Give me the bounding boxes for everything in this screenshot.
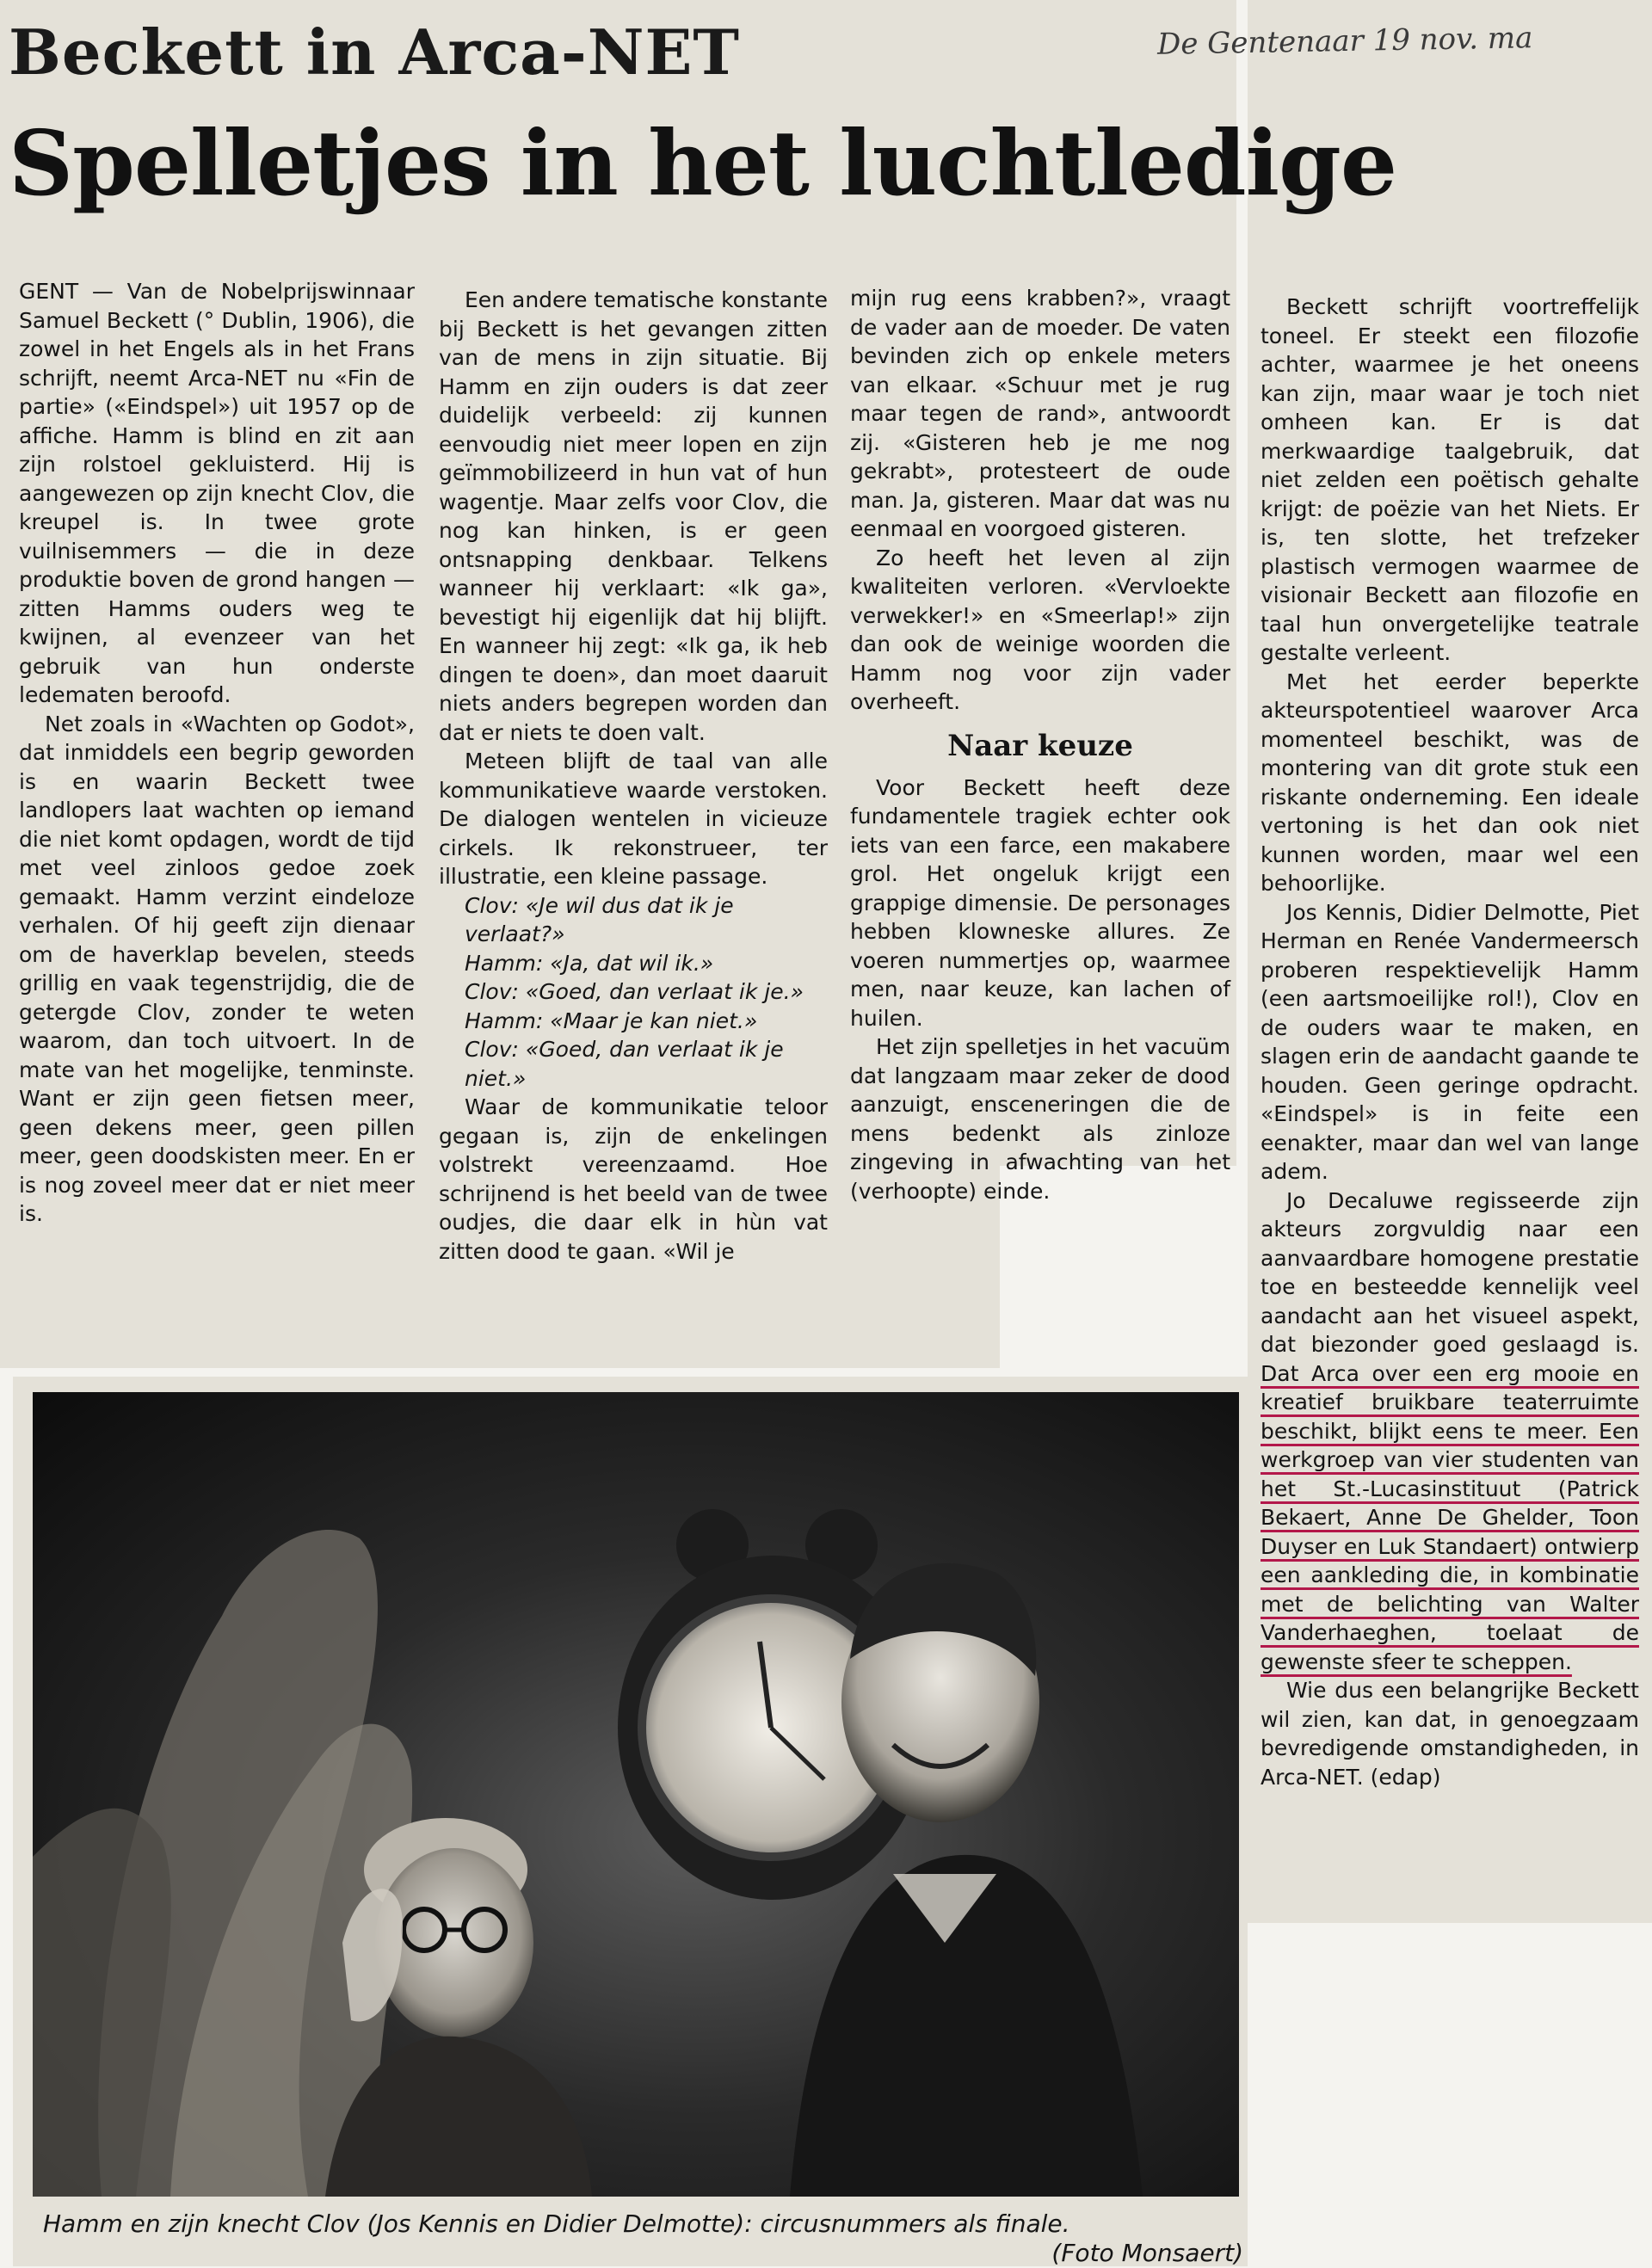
paragraph: Waar de kommunikatie teloor gegaan is, zijn de enkelingen volstrekt vereenzaamd. Hoe schrijnend is het beeld van de twee oudjes, die daar elk in hùn vat zitten dood te gaan. «Wil je: [439, 1094, 828, 1264]
photo-credit: (Foto Monsaert): [1051, 2239, 1243, 2267]
paragraph: Meteen blijft de taal van alle kommunikatieve waarde verstoken. De dialogen wentelen in vicieuze cirkels. Ik rekonstrueer, ter illustratie, een kleine passage.: [439, 749, 828, 889]
dialogue-line: Clov: «Goed, dan verlaat ik je niet.»: [465, 1037, 784, 1091]
paragraph: GENT — Van de Nobelprijswinnaar Samuel Beckett (° Dublin, 1906), die zowel in het Engels als in het Frans schrijft, neemt Arca-NET nu «Fin de partie» («Eindspel») uit 1957 op de affiche. Hamm is blind en zit aan zijn rolstoel gekluisterd. Hij is aangewezen op zijn knecht Clov, die kreupel is. In twee grote vuilnisemmers — die in deze produktie boven de grond hangen — zitten Hamms ouders weg te kwijnen, al evenzeer van het gebruik van hun onderste ledematen beroofd.: [19, 279, 415, 707]
photo-illustration: [33, 1392, 1239, 2197]
dialogue-line: Clov: «Je wil dus dat ik je verlaat?»: [465, 892, 734, 946]
main-headline: Spelletjes in het luchtledige: [9, 110, 1397, 216]
paragraph-text: Jo Decaluwe regisseerde zijn akteurs zorgvuldig naar een aanvaardbare homogene prestatie toe en besteedde kennelijk veel aandacht aan het visueel aspekt, dat biezonder goed geslaagd is.: [1261, 1187, 1639, 1357]
dialogue-line: Hamm: «Ja, dat wil ik.»: [465, 950, 714, 976]
article-column-2: [439, 286, 828, 1266]
paragraph: [1261, 1186, 1639, 1677]
kicker-headline: Beckett in Arca-NET: [9, 15, 740, 89]
dialogue-line: Clov: «Goed, dan verlaat ik je.»: [465, 979, 804, 1004]
paragraph: Een andere tematische konstante bij Beckett is het gevangen zitten van de mens in zijn situatie. Bij Hamm en zijn ouders is dat zeer duidelijk verbeeld: zij kunnen eenvoudig niet meer lopen en zijn geïmmobilizeerd in hun vat of hun wagentje. Maar zelfs voor Clov, die nog kan hinken, is er geen ontsnapping denkbaar. Telkens wanneer hij verklaart: «Ik ga», bevestigt hij eigenlijk dat hij blijft. En wanneer hij zegt: «Ik ga, ik heb dingen te doen», dan moet daaruit niets anders begrepen worden dan dat er niets te doen valt.: [439, 287, 828, 745]
paragraph: Beckett schrijft voortreffelijk toneel. Er steekt een filozofie achter, waarmee je het oneens kan zijn, maar waar je toch niet omheen kan. Er is dat merkwaardige taalgebruik, dat niet zelden een poëtisch gehalte krijgt: de poëzie van het Niets. Er is, ten slotte, het trefzeker plastisch vermogen waarmee de visionair Beckett aan filozofie en taal hun onvergetelijke teatrale gestalte verleent.: [1261, 294, 1639, 665]
paragraph: mijn rug eens krabben?», vraagt de vader aan de moeder. De vaten bevinden zich op enkele meters van elkaar. «Schuur met je rug maar tegen de rand», antwoordt zij. «Gisteren heb je me nog gekrabt», protesteert de oude man. Ja, gisteren. Maar dat was nu eenmaal en voorgoed gisteren.: [850, 286, 1230, 541]
article-column-4: [1261, 293, 1639, 1791]
paragraph: Net zoals in «Wachten op Godot», dat inmiddels een begrip geworden is en waarin Beckett twee landlopers laat wachten op iemand die niet komt opdagen, wordt de tijd met veel zinloos gedoe zoek gemaakt. Hamm verzint eindeloze verhalen. Of hij geeft zijn dienaar om de haverklap bevelen, steeds grillig en vaak tegenstrijdig, die de getergde Clov, zonder te weten waarom, dan toch uitvoert. In de mate van het mogelijke, tenminste. Want er zijn geen fietsen meer, geen dekens meer, geen pillen meer, geen doodskisten meer. En er is nog zoveel meer dat er niet meer is.: [19, 711, 415, 1226]
paragraph: Zo heeft het leven al zijn kwaliteiten verloren. «Vervloekte verwekker!» en «Smeerlap!» zijn dan ook de weinige woorden die Hamm nog voor zijn vader overheeft.: [850, 545, 1230, 714]
article-column-3: [850, 284, 1230, 1205]
handwritten-source-note: De Gentenaar 19 nov. ma: [1156, 21, 1533, 62]
subheading: Naar keuze: [947, 728, 1133, 763]
paragraph: Wie dus een belangrijke Beckett wil zien, kan dat, in genoegzaam bevredigende omstandigheden, in Arca-NET. (edap): [1261, 1678, 1639, 1790]
paragraph: Jos Kennis, Didier Delmotte, Piet Herman en Renée Vandermeersch proberen respektievelijk Hamm (een aartsmoeilijke rol!), Clov en de ouders waar te maken, en slagen erin de aandacht gaande te houden. Geen geringe opdracht. «Eindspel» is in feite een eenakter, maar dan wel van lange adem.: [1261, 899, 1639, 1184]
article-column-1: [19, 277, 415, 1229]
production-photo: [33, 1392, 1239, 2197]
dialogue-line: Hamm: «Maar je kan niet.»: [465, 1008, 758, 1033]
highlighted-passage: Dat Arca over een erg mooie en kreatief bruikbare teaterruimte beschikt, blijkt eens te meer. Een werkgroep van vier studenten van het St.-Lucasinstituut (Patrick Bekaert, Anne De Ghelder, Toon Duyser en Luk Standaert) ontwierp een aankleding die, in kombinatie met de belichting van Walter Vanderhaeghen, toelaat de gewenste sfeer te scheppen.: [1261, 1360, 1639, 1674]
photo-caption-block: [43, 2209, 1243, 2268]
paragraph: Het zijn spelletjes in het vacuüm dat langzaam maar zeker de dood aanzuigt, ensceneringen die de mens bedenkt als zinloze zingeving in afwachting van het (verhoopte) einde.: [850, 1034, 1230, 1204]
photo-caption: Hamm en zijn knecht Clov (Jos Kennis en Didier Delmotte): circusnummers als finale.: [43, 2209, 1070, 2238]
paragraph: Voor Beckett heeft deze fundamentele tragiek echter ook iets van een farce, een makabere grol. Het ongeluk krijgt een grappige dimensie. De personages hebben klowneske allures. Ze voeren nummertjes op, waarmee men, naar keuze, kan lachen of huilen.: [850, 774, 1230, 1031]
paragraph: Met het eerder beperkte akteurspotentieel waarover Arca momenteel beschikt, was de montering van dit grote stuk een riskante onderneming. Een ideale vertoning is het dan ook niet kunnen worden, maar wel een behoorlijke.: [1261, 669, 1639, 896]
